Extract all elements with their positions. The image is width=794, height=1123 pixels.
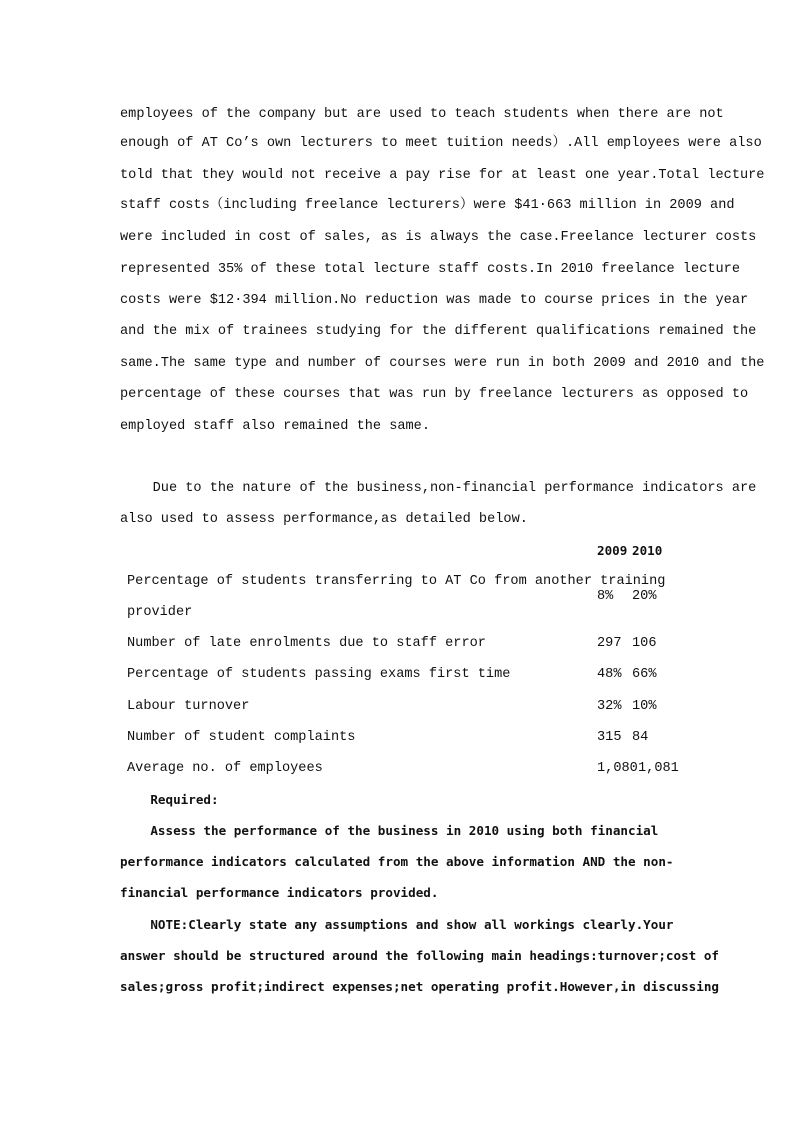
cell-2010: 20%	[632, 589, 657, 604]
text-line: performance indicators calculated from the above information AND the non-	[120, 854, 674, 869]
cell-2009: 1,080	[597, 761, 638, 776]
text-line: also used to assess performance,as detailed below.	[120, 512, 528, 527]
text-line: staff costs（including freelance lecturers）were $41·663 million in 2009 and	[120, 198, 735, 213]
text-line: were included in cost of sales, as is always the case.Freelance lecturer costs	[120, 230, 757, 245]
cell-2010: 84	[632, 730, 649, 745]
text-line: costs were $12·394 million.No reduction was made to course prices in the year	[120, 293, 749, 308]
text-line: told that they would not receive a pay rise for at least one year.Total lecture	[120, 168, 765, 183]
required-heading: Required:	[120, 792, 219, 807]
text-line: Due to the nature of the business,non-financial performance indicators are	[120, 481, 757, 496]
row-label: Number of student complaints	[127, 730, 356, 745]
text-line: sales;gross profit;indirect expenses;net operating profit.However,in discussing	[120, 979, 719, 994]
text-line: financial performance indicators provided.	[120, 885, 439, 900]
text-line: NOTE:Clearly state any assumptions and show all workings clearly.Your	[120, 917, 674, 932]
row-label: provider	[127, 605, 193, 620]
text-line: answer should be structured around the following main headings:turnover;cost of	[120, 948, 719, 963]
cell-2009: 32%	[597, 699, 622, 714]
row-label: Number of late enrolments due to staff error	[127, 636, 486, 651]
column-header-2009: 2009	[597, 543, 628, 558]
column-header-2010: 2010	[632, 543, 663, 558]
cell-2010: 66%	[632, 667, 657, 682]
text-line: employees of the company but are used to teach students when there are not	[120, 107, 724, 122]
row-label: Average no. of employees	[127, 761, 323, 776]
cell-2009: 48%	[597, 667, 622, 682]
cell-2009: 8%	[597, 589, 614, 604]
row-label: Percentage of students passing exams first time	[127, 667, 511, 682]
text-line: represented 35% of these total lecture staff costs.In 2010 freelance lecture	[120, 262, 740, 277]
row-label: Labour turnover	[127, 699, 250, 714]
text-line: enough of AT Co’s own lecturers to meet tuition needs）.All employees were also	[120, 136, 762, 151]
text-line: and the mix of trainees studying for the different qualifications remained the	[120, 324, 757, 339]
text-line: Assess the performance of the business in 2010 using both financial	[120, 823, 659, 838]
cell-2010: 10%	[632, 699, 657, 714]
cell-2009: 297	[597, 636, 622, 651]
cell-2010: 106	[632, 636, 657, 651]
text-line: percentage of these courses that was run by freelance lecturers as opposed to	[120, 387, 749, 402]
text-line: employed staff also remained the same.	[120, 419, 430, 434]
cell-2010: 1,081	[638, 761, 679, 776]
row-label: Percentage of students transferring to AT Co from another training	[127, 574, 666, 589]
cell-2009: 315	[597, 730, 622, 745]
text-line: same.The same type and number of courses were run in both 2009 and 2010 and the	[120, 356, 765, 371]
